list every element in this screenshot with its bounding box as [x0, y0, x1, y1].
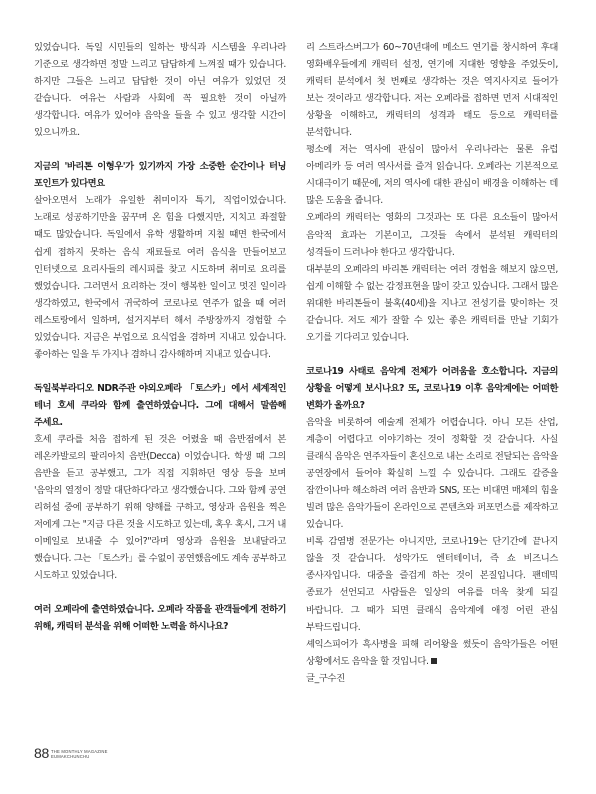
left-column — [34, 39, 286, 636]
magazine-name-line2: EUMAKCHUNCHU — [50, 754, 90, 759]
page-number: 88 — [34, 745, 49, 761]
body-paragraph: 살아오면서 노래가 유일한 취미이자 특기, 직업이었습니다. 노래로 성공하기만을 꿈꾸며 온 힘을 다했지만, 지치고 좌절할 때도 많았습니다. 독일에서 유학 생활하며 지칠 때면 한국에서 쉽게 접하지 못하는 음식 재료들로 여러 음식을 만들어보고 인터넷으로 요리사들의 레시피를 찾고 시도하며 취미로 요리를 했었습니다. 그러면서 요리하는 것이 행복한 일이고 멋진 일이라 생각하였고, 한국에서 귀국하여 코로나로 연주가 없을 때 여러 레스토랑에서 일하며, 설거지부터 해서 주방장까지 경험할 수 있었습니다. 지금은 부업으로 요식업을 겸하며 지내고 있습니다. 좋아하는 일을 두 가지나 겸하니 감사해하며 지내고 있습니다. — [34, 195, 286, 360]
body-paragraph: 대부분의 오페라의 바리톤 캐릭터는 여러 경험을 해보지 않으면, 쉽게 이해할 수 없는 감정표현을 많이 갖고 있습니다. 그래서 많은 위대한 바리톤들이 불혹(40세)을 지나고 전성기를 맞이하는 것 같습니다. 저도 제가 잘할 수 있는 좋은 캐릭터를 만날 기회가 오기를 기다리고 있습니다. — [306, 263, 558, 343]
author-byline: 글_구수진 — [306, 672, 345, 684]
magazine-name-line1: THE MONTHLY MAGAZINE — [50, 749, 108, 754]
body-paragraph: 비록 감염병 전문가는 아니지만, 코로나19는 단기간에 끝나지 않을 것 같습니다. 성악가도 엔터테이너, 즉 쇼 비즈니스 종사자입니다. 대중을 즐겁게 하는 것이 본질입니다. 팬데믹 종료가 선언되고 사람들은 일상의 여유를 더욱 찾게 되길 바랍니다. 그 때가 되면 클래식 음악계에 애정 어린 관심 부탁드립니다. — [306, 536, 558, 633]
closing-paragraph — [306, 636, 558, 670]
paragraph-gap — [34, 584, 286, 601]
paragraph-gap — [34, 363, 286, 380]
paragraph-gap — [34, 141, 286, 158]
body-paragraph: 호세 쿠라를 처음 접하게 된 것은 어렸을 때 음반점에서 본 레온카발로의 팔리아치 음반(Decca) 이었습니다. 학생 때 그의 음반을 듣고 공부했고, 그가 직접 지휘하던 영상 등을 보며 '음악의 열정이 정말 대단하다'라고 생각했습니다. 그와 함께 공연 리허설 중에 공부하기 위해 양해를 구하고, 영상과 음원을 찍은 저에게 그는 "지금 다른 것을 시도하고 있는데, 혹우 혹시, 그거 내 이메일로 보내줄 수 있어?"라며 영상과 음원을 보내달라고 했습니다. 그는 「토스카」를 수없이 공연했음에도 계속 공부하고 시도하고 있었습니다. — [34, 433, 286, 582]
interview-question: 코로나19 사태로 음악계 전체가 어려움을 호소합니다. 지금의 상황을 어떻게 보시나요? 또, 코로나19 이후 음악계에는 어떠한 변화가 올까요? — [306, 365, 558, 411]
body-paragraph: 평소에 저는 역사에 관심이 많아서 우리나라는 물론 유럽 아메리카 등 여러 역사서를 즐겨 읽습니다. 오페라는 기본적으로 시대극이기 때문에, 저의 역사에 대한 관심이 배경을 이해하는 데 많은 도움을 줍니다. — [306, 144, 558, 207]
closing-text: 셰익스피어가 흑사병을 피해 리어왕을 썼듯이 음악가들은 어떤 상황에서도 음악을 할 것입니다. — [306, 638, 558, 667]
body-paragraph: 리 스트라스버그가 60~70년대에 메소드 연기를 창시하여 후대 영화배우들에게 캐릭터 설정, 연기에 지대한 영향을 주었듯이, 캐릭터 분석에서 첫 번째로 생각하는 것은 역지사지로 들어가 보는 것이라고 생각합니다. 저는 오페라를 접하면 먼저 시대적인 상황을 이해하고, 캐릭터의 성격과 태도 등으로 캐릭터를 분석합니다. — [306, 42, 558, 139]
interview-question: 독일북부라디오 NDR주관 야외오페라 「토스카」에서 세계적인 테너 호세 쿠라와 함께 출연하였습니다. 그에 대해서 말씀해 주세요. — [34, 382, 286, 428]
right-column — [306, 39, 558, 687]
body-paragraph: 음악을 비롯하여 예술계 전체가 어렵습니다. 아니 모든 산업, 계층이 어렵다고 이야기하는 것이 정확할 것 같습니다. 사실 클래식 음악은 연주자들이 혼신으로 내는 소리로 전달되는 음악을 공연장에서 들어야 확실히 느낄 수 있습니다. 그래도 갈증을 잠깐이나마 해소하려 여러 음반과 SNS, 또는 비대면 매체의 힘을 빌려 많은 음악가들이 온라인으로 콘텐츠와 퍼포먼스를 제작하고 있습니다. — [306, 416, 558, 531]
interview-question: 지금의 '바리톤 이형우'가 있기까지 가장 소중한 순간이나 터닝 포인트가 있다면요 — [34, 161, 286, 190]
body-paragraph: 있었습니다. 독일 시민들의 일하는 방식과 시스템을 우리나라 기준으로 생각하면 정말 느리고 답답하게 느껴질 때가 있습니다. 하지만 그들은 느리고 답답한 것이 아닌 여유가 있었던 것 같습니다. 여유는 사람과 사회에 꼭 필요한 것이 아닐까 생각합니다. 여유가 있어야 음악을 들을 수 있고 생각할 시간이 있으니까요. — [34, 42, 286, 139]
magazine-name — [51, 749, 108, 760]
paragraph-gap — [306, 346, 558, 363]
page-folio — [34, 746, 108, 760]
interview-question: 여러 오페라에 출연하였습니다. 오페라 작품을 관객들에게 전하기 위해, 캐릭터 분석을 위해 어떠한 노력을 하시나요? — [34, 604, 286, 633]
end-square-icon — [431, 658, 437, 664]
body-paragraph: 오페라의 캐릭터는 영화의 그것과는 또 다른 요소들이 많아서 음악적 효과는 기본이고, 그것들 속에서 분석된 캐릭터의 성격들이 드러나야 한다고 생각합니다. — [306, 212, 558, 258]
